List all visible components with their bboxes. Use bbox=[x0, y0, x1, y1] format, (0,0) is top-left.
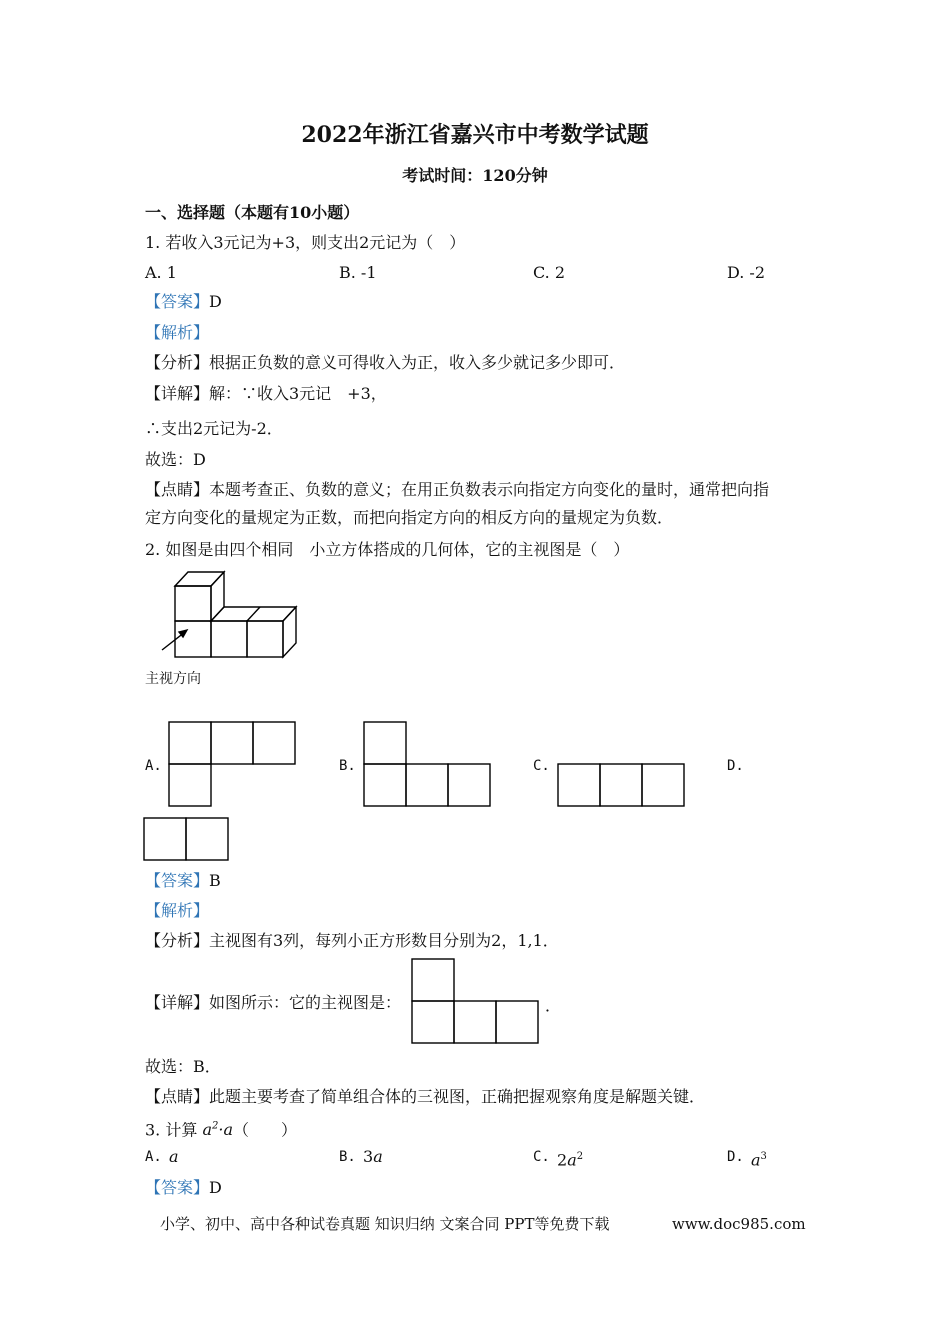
q2-stem: 2. 如图是由四个相同 小立方体搭成的几何体，它的主视图是（ ） bbox=[145, 540, 630, 559]
q1-option-c: C. 2 bbox=[533, 263, 566, 282]
q1-dianjing-line2: 定方向变化的量规定为正数，而把向指定方向的相反方向的量规定为负数． bbox=[145, 508, 674, 527]
page-title: 2022年浙江省嘉兴市中考数学试题 bbox=[301, 122, 649, 148]
q3-option-d-expr: $a^3$ bbox=[751, 1150, 767, 1170]
footer-text: 小学、初中、高中各种试卷真题 知识归纳 文案合同 PPT等免费下载 bbox=[160, 1215, 610, 1233]
q2-option-b-figure bbox=[363, 721, 493, 807]
q2-answer bbox=[145, 871, 221, 891]
q1-stem: 1. 若收入3元记为+3，则支出2元记为（ ） bbox=[145, 233, 466, 252]
cube-front-face bbox=[175, 621, 211, 657]
view-direction-label: 主视方向 bbox=[145, 671, 201, 687]
math-expression: $a^2\cdot a$ bbox=[202, 1120, 233, 1140]
q3-option-c-expr: $2a^2$ bbox=[557, 1150, 584, 1170]
q2-dianjing: 【点睛】此题主要考查了简单组合体的三视图，正确把握观察角度是解题关键． bbox=[145, 1087, 706, 1106]
cube-edge bbox=[247, 607, 260, 621]
q3-option-a-expr: a bbox=[169, 1147, 179, 1166]
cube-front-face bbox=[247, 621, 283, 657]
q3-option-c-label: C. bbox=[533, 1149, 550, 1165]
section-heading: 一、选择题（本题有10小题） bbox=[145, 203, 360, 222]
q1-answer-value: D bbox=[209, 292, 222, 311]
q2-option-a-label: A. bbox=[145, 758, 162, 774]
footer-url[interactable]: www.doc985.com bbox=[672, 1215, 806, 1233]
q2-analysis-tag: 【解析】 bbox=[145, 901, 210, 920]
q2-answer-value: B bbox=[209, 871, 221, 890]
q3-option-b-label: B. bbox=[339, 1149, 356, 1165]
q3-option-b-expr: 3a bbox=[363, 1147, 383, 1166]
answer-tag: 【答案】 bbox=[145, 871, 210, 890]
q3-answer-value: D bbox=[209, 1178, 222, 1197]
q2-option-d-label: D. bbox=[727, 758, 744, 774]
q1-fenxi: 【分析】根据正负数的意义可得收入为正，收入多少就记多少即可． bbox=[145, 353, 626, 372]
q3-stem-suffix: （ ） bbox=[233, 1120, 298, 1140]
q1-analysis-tag: 【解析】 bbox=[145, 323, 210, 342]
exam-time: 考试时间：120分钟 bbox=[402, 166, 548, 185]
answer-tag: 【答案】 bbox=[145, 1178, 210, 1197]
q2-fenxi: 【分析】主视图有3列，每列小正方形数目分别为2，1,1． bbox=[145, 931, 559, 950]
answer-tag: 【答案】 bbox=[145, 292, 210, 311]
q1-option-a: A. 1 bbox=[145, 263, 177, 282]
q2-xiangjie: 【详解】如图所示：它的主视图是： bbox=[145, 993, 402, 1012]
q1-xiangjie: 【详解】解：∵收入3元记 +3， bbox=[145, 384, 387, 403]
q3-answer bbox=[145, 1178, 222, 1198]
q2-option-b-label: B. bbox=[339, 758, 356, 774]
cube-figure bbox=[140, 570, 310, 670]
q1-option-d: D. -2 bbox=[727, 263, 766, 282]
q2-option-c-figure bbox=[557, 763, 687, 807]
q1-option-b: B. -1 bbox=[339, 263, 377, 282]
q2-option-c-label: C. bbox=[533, 758, 550, 774]
q3-stem bbox=[145, 1117, 297, 1140]
q1-choose: 故选：D bbox=[145, 450, 206, 469]
q1-answer bbox=[145, 292, 222, 312]
q3-option-a-label: A. bbox=[145, 1149, 162, 1165]
cube-front-face bbox=[175, 586, 211, 621]
q3-option-d-label: D. bbox=[727, 1149, 744, 1165]
q2-option-a-figure bbox=[168, 721, 298, 807]
cube-side-face bbox=[283, 607, 296, 657]
q2-period: ． bbox=[545, 996, 562, 1015]
q1-dianjing-line1: 【点睛】本题考查正、负数的意义；在用正负数表示向指定方向变化的量时，通常把向指 bbox=[145, 480, 770, 499]
q2-answer-figure bbox=[411, 958, 541, 1044]
q3-stem-prefix: 3. 计算 bbox=[145, 1120, 198, 1140]
cube-front-face bbox=[211, 621, 247, 657]
q2-choose: 故选：B． bbox=[145, 1057, 221, 1076]
q2-option-d-figure bbox=[143, 817, 231, 861]
q1-step: ∴支出2元记为-2． bbox=[145, 419, 283, 438]
